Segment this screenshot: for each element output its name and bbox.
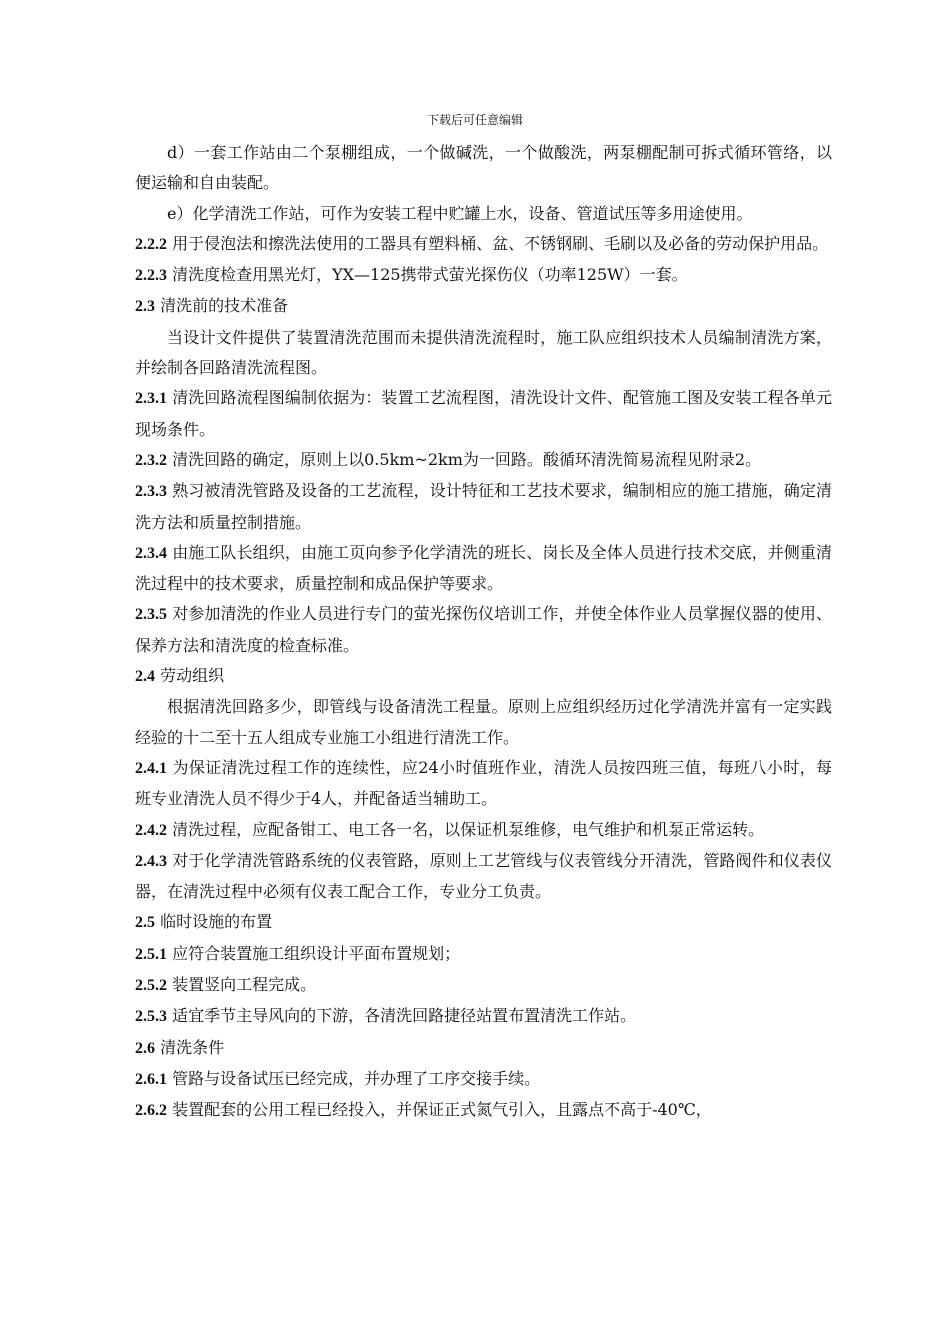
clause-number: 2.4.2 <box>135 821 167 839</box>
paragraph-text: 管路与设备试压已经完成，并办理了工序交接手续。 <box>172 1068 541 1088</box>
paragraph <box>135 692 832 753</box>
page-header: 下载后可任意编辑 <box>426 113 523 127</box>
paragraph <box>135 538 832 600</box>
section-heading <box>135 1033 832 1064</box>
paragraph-text: 劳动组织 <box>160 666 225 686</box>
paragraph-text: 对于化学清洗管路系统的仪表管路，原则上工艺管线与仪表管线分开清洗，管路阀件和仪表仪器，在清洗过程中必须有仪表工配合工作，专业分工负责。 <box>135 850 832 902</box>
paragraph-text: 清洗度检查用黑光灯，YX—125携带式萤光探伤仪（功率125W）一套。 <box>172 265 688 285</box>
clause-number: 2.3 <box>135 298 155 316</box>
clause-number: 2.6.2 <box>135 1102 167 1120</box>
paragraph <box>135 138 832 199</box>
paragraph-text: 清洗条件 <box>160 1037 225 1057</box>
paragraph <box>135 260 832 291</box>
paragraph-text: 清洗回路的确定，原则上以0.5km~2km为一回路。酸循环清洗简易流程见附录2。 <box>172 449 762 469</box>
paragraph-text: 由施工队长组织，由施工页向参予化学清洗的班长、岗长及全体人员进行技术交底，并侧重清洗过程中的技术要求，质量控制和成品保护等要求。 <box>135 542 832 594</box>
paragraph-text: 用于侵泡法和擦洗法使用的工器具有塑料桶、盆、不锈钢刷、毛刷以及必备的劳动保护用品。 <box>172 233 829 253</box>
clause-number: 2.5.3 <box>135 1008 167 1026</box>
paragraph <box>135 199 832 229</box>
paragraph-text: 适宜季节主导风向的下游，各清洗回路捷径站置布置清洗工作站。 <box>172 1006 637 1026</box>
clause-number: 2.5.1 <box>135 945 167 963</box>
paragraph <box>135 1095 832 1126</box>
paragraph <box>135 445 832 476</box>
clause-number: 2.4 <box>135 668 155 686</box>
paragraph-text: 清洗回路流程图编制依据为：装置工艺流程图，清洗设计文件、配管施工图及安装工程各单元现场条件。 <box>135 388 832 439</box>
paragraph <box>135 229 832 260</box>
paragraph <box>135 1064 832 1095</box>
paragraph-text: 装置配套的公用工程已经投入，并保证正式氮气引入，且露点不高于-40℃， <box>172 1100 712 1120</box>
clause-number: 2.3.1 <box>135 390 167 408</box>
section-heading <box>135 907 832 938</box>
clause-number: 2.2.3 <box>135 267 167 285</box>
paragraph <box>135 970 832 1001</box>
paragraph-text: 当设计文件提供了装置清洗范围而未提供清洗流程时，施工队应组织技术人员编制清洗方案，并绘制各回路清洗流程图。 <box>135 327 832 378</box>
clause-number: 2.5.2 <box>135 977 167 995</box>
clause-number: 2.3.4 <box>135 544 167 562</box>
section-heading <box>135 661 832 692</box>
section-heading <box>135 291 832 322</box>
paragraph <box>135 753 832 815</box>
paragraph-text: 熟习被清洗管路及设备的工艺流程，设计特征和工艺技术要求，编制相应的施工措施，确定清洗方法和质量控制措施。 <box>135 481 832 532</box>
paragraph <box>135 476 832 538</box>
paragraph-text: 为保证清洗过程工作的连续性，应24小时值班作业，清洗人员按四班三值，每班八小时，每班专业清洗人员不得少于4人，并配备适当辅助工。 <box>135 757 832 809</box>
paragraph <box>135 383 832 445</box>
paragraph-text: d）一套工作站由二个泵棚组成，一个做碱洗，一个做酸洗，两泵棚配制可拆式循环管络，以便运输和自由装配。 <box>135 143 832 193</box>
paragraph <box>135 323 832 384</box>
paragraph <box>135 846 832 908</box>
clause-number: 2.5 <box>135 914 155 932</box>
paragraph-text: 根据清洗回路多少，即管线与设备清洗工程量。原则上应组织经历过化学清洗并富有一定实践经验的十二至十五人组成专业施工小组进行清洗工作。 <box>135 697 832 747</box>
paragraph <box>135 939 832 970</box>
paragraph-text: 应符合装置施工组织设计平面布置规划； <box>172 943 461 963</box>
paragraph-text: 临时设施的布置 <box>160 912 273 932</box>
clause-number: 2.3.3 <box>135 483 167 501</box>
paragraph-text: 装置竖向工程完成。 <box>172 975 317 995</box>
paragraph-text: e）化学清洗工作站，可作为安装工程中贮罐上水，设备、管道试压等多用途使用。 <box>167 203 753 223</box>
paragraph <box>135 599 832 661</box>
clause-number: 2.3.2 <box>135 451 167 469</box>
paragraph-text: 清洗前的技术准备 <box>160 296 289 316</box>
clause-number: 2.4.3 <box>135 852 167 870</box>
clause-number: 2.2.2 <box>135 235 167 253</box>
document-body <box>135 138 832 1127</box>
clause-number: 2.4.1 <box>135 759 167 777</box>
paragraph <box>135 815 832 846</box>
clause-number: 2.6.1 <box>135 1070 167 1088</box>
clause-number: 2.6 <box>135 1039 155 1057</box>
clause-number: 2.3.5 <box>135 606 167 624</box>
paragraph-text: 对参加清洗的作业人员进行专门的萤光探伤仪培训工作，并使全体作业人员掌握仪器的使用、保养方法和清洗度的检查标准。 <box>135 604 832 655</box>
paragraph-text: 清洗过程，应配备钳工、电工各一名，以保证机泵维修，电气维护和机泵正常运转。 <box>172 819 765 839</box>
paragraph <box>135 1001 832 1032</box>
